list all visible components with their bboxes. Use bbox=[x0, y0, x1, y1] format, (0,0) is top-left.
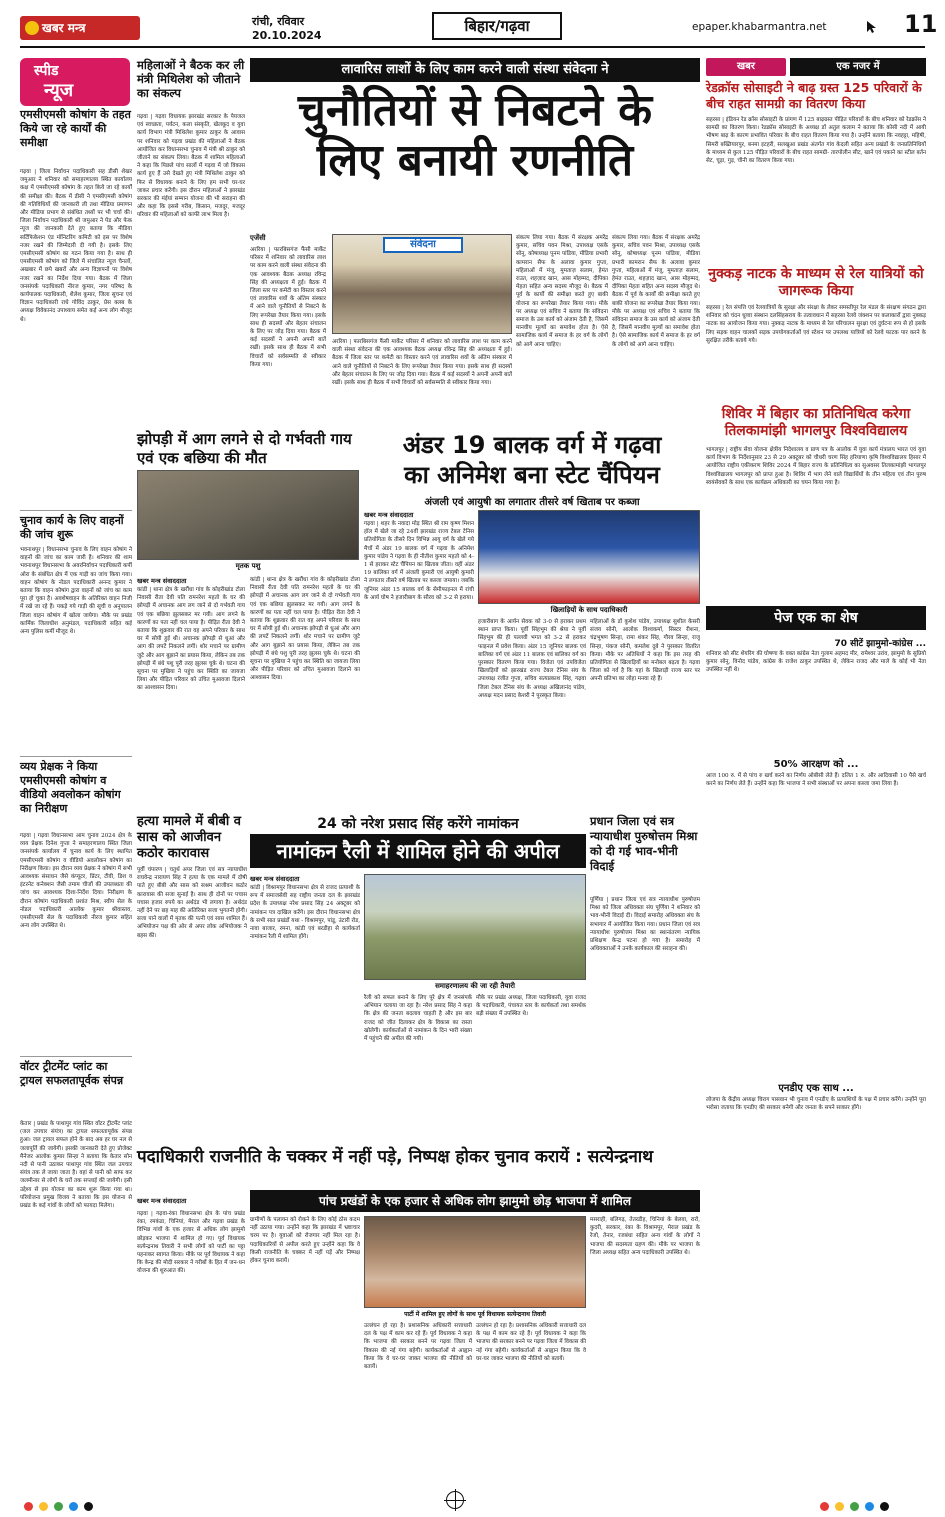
reg-dot bbox=[69, 1502, 78, 1511]
lead-kicker: लावारिस लाशों के लिए काम करने वाली संस्था संवेदना ने bbox=[250, 58, 700, 82]
article-mahila-body: गढ़वा | गढ़वा विधायक झारखंड सरकार के पेयजल एवं स्वच्छता, पर्यटन, कला संस्कृति, खेलकूद व युवा कार्य विभाग मंत्री मिथिलेश कुमार ठाकुर के आवास पर शनिवार को गढ़वा प्रखंड की महिलाओं ने बैठक आयोजित कर विधानसभा चुनाव में मंत्री श्री ठाकुर को जीताने का संकल्प लिया। बैठक में शामिल महिलाओं ने कहा कि पिछले पांच सालों में गढ़वा में जो विकास कार्य हुए हैं उसे देखते हुए मंत्री मिथिलेश ठाकुर को फिर से विधायक बनाने के लिए हम सभी घर-घर जाकर प्रचार करेंगी। इस दौरान महिलाओं ने झारखंड सरकार की मंईयां सम्मान योजना की भी सराहना की और कहा कि इससे गरीब, किसान, मजदूर, मजदूर परिवार की महिलाओं को काफी लाभ मिला है। bbox=[137, 114, 245, 219]
lead-headline-line-1: चुनौतियों से निबटने के bbox=[297, 85, 653, 136]
tt-body-col-1: गढ़वा | शहर के नवादा मोड़ स्थित श्री राम कृष्ण मिशन हॉल में खेले जा रहे 24वीं झारखंड राज्य टेबल टेनिस प्रतियोगिता के तीसरे दिन विभिन्न आयु वर्ग के खेले गये मैचों में अंडर 19 बालक वर्ग में गढ़वा के अनिमेश कुमार पांडेय ने गढ़वा के ही नीतीश कुमार महतो को 4-1 से हराकर स्टेट चैंपियन का खिताब जीता। वहीं अंडर 19 बालिका वर्ग में अंजली कुमारी एवं आयुषी कुमारी ने लगातार तीसरे वर्ष खिताब पर कब्जा जमाया। जबकि जूनियर अंडर 15 बालक वर्ग के सेमीफाइनल में रांची के आर्य घोष ने हजारीबाग के सौरव को 3-2 से हराया। bbox=[364, 521, 474, 601]
brand-logo[interactable] bbox=[20, 16, 140, 40]
divider bbox=[20, 510, 132, 511]
masthead bbox=[20, 10, 938, 48]
divider bbox=[20, 756, 132, 757]
registration-mark-icon bbox=[446, 1491, 464, 1509]
article-mahila-headline: महिलाओं ने बैठक कर ली मंत्री मिथिलेश को जीताने का संकल्प bbox=[137, 58, 245, 100]
court-body: पूर्वी चंपारण | चतुर्थ अपर जिला एवं सत्र न्यायाधीश राघवेन्द्र नारायण सिंह ने हत्या के एक मामले में दोषी पाते हुए बीबी और सास को सश्रम आजीवन कठोर कारावास की सजा सुनाई है। साथ ही दोनों पर पचास पचास हजार रुपये का अर्थदंड भी लगाया है। अर्थदंड नहीं देने पर छह माह की अतिरिक्त सजा भुगतनी होगी। सजा पाने वालों में मृतक की पत्नी एवं सास शामिल हैं। अभियोजन पक्ष की ओर से अपर लोक अभियोजक ने बहस की। bbox=[137, 867, 247, 939]
bottom-headline: पदाधिकारी राजनीति के चक्कर में नहीं पड़े, निष्पक्ष होकर चुनाव करायें : सत्येन्द्रनाथ bbox=[137, 1147, 654, 1167]
tt-caption: खिलाड़ियों के साथ पदाधिकारी bbox=[550, 606, 628, 614]
lead-byline: एजेंसी bbox=[250, 234, 266, 242]
nomination-caption: समाहरणालय की जा रही तैयारी bbox=[435, 982, 515, 990]
reg-dot bbox=[850, 1502, 859, 1511]
shesh-title: पेज एक का शेष bbox=[706, 606, 926, 630]
reg-dot bbox=[39, 1502, 48, 1511]
brand-logo-icon bbox=[25, 21, 39, 35]
tt-body-col-3: महिलाओं के डॉ कुशेश पांडेय, उपाध्यक्ष सुशील केसरी संजय सोनी, आलोक विश्वकर्मा, सिस्टर रीशना, चंद्रभूषण सिन्हा, रामा शंकर सिंह, गौरव सिन्हा, राजू सिन्हा, पंकज सोनी, कमलेश दुबे ने पुरस्कार वितरित किया। मौके पर अतिथियों ने कहा कि इस तरह की प्रतियोगिता से खिलाड़ियों का मनोबल बढ़ता है। गढ़वा जिला को गर्व है कि यहां के खिलाड़ी राज्य स्तर पर अपनी प्रतिभा का लोहा मनवा रहे हैं। bbox=[590, 619, 700, 683]
bottom-body-col-2: ग्रामीणों के पलायन को रोकने के लिए कोई ठोस कदम नहीं उठाया गया। उन्होंने कहा कि झारखंड में भ्रष्टाचार चरम पर है। युवाओं को रोजगार नहीं मिल रहा है। पदाधिकारियों से अपील करते हुए उन्होंने कहा कि वे किसी राजनीति के चक्कर में नहीं पड़ें और निष्पक्ष होकर चुनाव करायें। bbox=[250, 1217, 360, 1265]
shesh-3-body: लोजपा के केंद्रीय अध्यक्ष चिराग पासवान भी चुनाव में एनडीए के प्रत्याशियों के पक्ष में प्रचार करेंगे। उन्होंने पूरा भरोसा जताया कि एनडीए की सरकार बनेगी और जनता के सपने साकार होंगे। bbox=[706, 1097, 926, 1112]
speed-news-1-headline: एमसीएमसी कोषांग के तहत किये जा रहे कार्यों की समीक्षा bbox=[20, 108, 131, 149]
speed-news-badge-top: स्पीड bbox=[34, 63, 59, 79]
tt-photo bbox=[478, 510, 700, 604]
judge-body: पूर्णिया | प्रधान जिला एवं सत्र न्यायाधीश पुरुषोत्तम मिश्रा को जिला अधिवक्ता संघ पूर्णिया ने शनिवार को भाव-भीनी विदाई दी। विदाई समारोह अधिवक्ता संघ के सभागार में आयोजित किया गया। प्रधान जिला एवं सत्र न्यायाधीश पुरुषोत्तम मिश्रा का स्थानांतरण न्यायिक प्रशिक्षण केन्द्र पटना हो गया है। समारोह में अधिवक्ताओं ने उनके कार्यकाल की सराहना की। bbox=[590, 897, 700, 953]
tag-ek-nazar: एक नजर में bbox=[790, 58, 926, 76]
lead-headline-line-2: लिए बनायी रणनीति bbox=[316, 135, 634, 186]
lead-body-col-3: संकल्प लिया गया। बैठक में संरक्षक अमरेंद्र कुमार, सचिव पवन मिश्रा, उपाध्यक्ष एसके सोनू, कोषाध्यक्ष पूनम पांडिया, मीडिया प्रभारी कामरान सैफ के अलावा कुमार गुप्ता, महिलाओं में मंजू, मुमताज़ सलाम, हेमंत राउत, शहज़ाद खान, आस मोहम्मद, दीपिका मेहता सहित अन्य सदस्य मौजूद थे। बैठक में पूर्व के कार्यों की समीक्षा करते हुए बाकी योजना का रूपरेखा तैयार किया गया। मौके पर अध्यक्ष एवं सचिव ने बताया कि संविदना समाज के उस कार्य को अंजाम देती है, जिसमें मानवीय मूल्यों का समावेश होता है। ऐसे सामाजिक कार्य में समाज के हर वर्ग के लोगों को आगे आना चाहिए। bbox=[516, 235, 608, 348]
tt-subhead: अंजली एवं आयुषी का लगातार तीसरे वर्ष खिताब पर कब्जा bbox=[424, 497, 640, 508]
tt-headline-line-2: का अनिमेश बना स्टेट चैंपियन bbox=[404, 461, 660, 489]
tt-headline-line-1: अंडर 19 बालक वर्ग में गढ़वा bbox=[402, 431, 662, 459]
judge-headline: प्रधान जिला एवं सत्र न्यायाधीश पुरुषोत्तम मिश्रा को दी गई भाव-भीनी विदाई bbox=[590, 814, 698, 873]
lead-body-col-2: अररिया | फारबिसगंज फैंसी मार्केट परिसर में शनिवार को लावारिस लाश पर काम करने वाली संस्था संवेदना की एक आवश्यक बैठक अध्यक्ष रविन्द्र सिंह की अध्यक्षता में हुई। बैठक में जिला स्तर पर कमेटी का विस्तार करने एवं लावारिस शवों के अंतिम संस्कार में आने वाले चुनौतियों से निबटने के लिए रूपरेखा तैयार किया गया। इसके साथ ही सदस्यों और बेहतर संचालन के लिए पर जोड़ दिया गया। बैठक में कई सदस्यों ने अपनी अपनी बातें रखीं। इसके साथ ही बैठक में सभी विचारों को सर्वसम्मति से स्वीकार किया गया। bbox=[332, 339, 512, 387]
bottom-caption: पार्टी में शामिल हुए लोगों के साथ पूर्व विधायक सत्येन्द्रनाथ तिवारी bbox=[404, 1311, 546, 1318]
reg-dot bbox=[835, 1502, 844, 1511]
shesh-2-body: आज 100 रु. में से पांच रु खर्च करने का निर्णय ओबीसी लेते हैं। दलित 1 रु. और आदिवासी 10 पैसे खर्च करने का निर्णय लेते हैं। उन्होंने कहा कि भाजपा ने सभी संस्थाओं पर अपना कब्जा जमा लिया है। bbox=[706, 773, 926, 788]
fire-caption: मृतक पशु bbox=[235, 562, 261, 570]
speed-news-3-headline: व्यय प्रेक्षक ने किया एमसीएमसी कोषांग व वीडियो अवलोकन कोषांग का निरीक्षण bbox=[20, 760, 121, 815]
reg-dot bbox=[24, 1502, 33, 1511]
fire-headline: झोपड़ी में आग लगने से दो गर्भवती गाय एवं एक बछिया की मौत bbox=[137, 430, 352, 467]
speed-news-2-body: भवनाथपुर | विधानसभा चुनाव के लिए वाहन कोषांग ने वाहनों की जांच का काम जारी है। शनिवार की शाम भवनाथपुर विधानसभा के अवरनिर्वाचन पदाधिकारी कर्पी ओरा के संबंधित क्षेत्र में एक गाड़ी का जांच किया गया। वाहन कोषांग के नोडल पदाधिकारी अनन्द कुमार ने बताया कि वाहन कोषांग द्वारा वाहनों को जांच का काम पूरा हो चुका है। अवशेषवाहन के अतिरिक्त वाहन निजी में रखे जा रहे हैं। पकड़े गये गाड़ी की सूची व अनुपालन जिला वाहन कोषांग में खोला जायेगा। मौके पर प्रखंड कार्मिक जिलाधीश अनुमंडल, पदाधिकारी सहित कई अन्य पुलिस कर्मी मौजूद थे। bbox=[20, 547, 132, 636]
color-registration-left bbox=[24, 1496, 99, 1515]
nomination-body-col-3: मौके पर प्रखंड अध्यक्ष, जिला पदाधिकारी, युवा राजद के पदाधिकारी, पंचायत स्तर के कार्यकर्ता तथा समर्थक बड़ी संख्या में उपस्थित थे। bbox=[476, 995, 586, 1018]
brand-name: खबर मन्त्र bbox=[42, 21, 86, 35]
lead-body-col-1: अररिया | फारबिसगंज फैंसी मार्केट परिसर में शनिवार को लावारिस लाश पर काम करने वाली संस्था संवेदना की एक आवश्यक बैठक अध्यक्ष रविन्द्र सिंह की अध्यक्षता में हुई। बैठक में जिला स्तर पर कमेटी का विस्तार करने एवं लावारिस शवों के अंतिम संस्कार में आने वाले चुनौतियों से निबटने के लिए रूपरेखा तैयार किया गया। इसके साथ ही सदस्यों और बेहतर संचालन के लिए पर जोड़ दिया गया। बैठक में कई सदस्यों ने अपनी अपनी बातें रखीं। इसके साथ ही बैठक में सभी विचारों को सर्वसम्मति से स्वीकार किया गया। bbox=[250, 247, 326, 368]
section-title: बिहार/गढ़वा bbox=[432, 12, 562, 40]
reg-dot bbox=[880, 1502, 889, 1511]
fire-photo bbox=[137, 470, 359, 560]
tt-byline: खबर मन्त्र संवाददाता bbox=[364, 511, 414, 519]
page-number: 11 bbox=[904, 10, 938, 38]
reg-dot bbox=[865, 1502, 874, 1511]
color-registration-right bbox=[820, 1496, 895, 1515]
header-date: 20.10.2024 bbox=[252, 29, 322, 42]
reg-dot bbox=[820, 1502, 829, 1511]
court-headline: हत्या मामले में बीबी व सास को आजीवन कठोर कारावास bbox=[137, 814, 241, 861]
nomination-body-col-2: रैली को सफल बनाने के लिए पूरे क्षेत्र में जनसंपर्क अभियान चलाया जा रहा है। नरेश प्रसाद सिंह ने कहा कि क्षेत्र की जनता बदलाव चाहती है और इस बार राजद को जीत दिलाकर क्षेत्र के विकास का रास्ता खोलेगी। कार्यकर्ताओं से नामांकन के दिन भारी संख्या में पहुंचने की अपील की गयी। bbox=[364, 995, 472, 1043]
nomination-photo bbox=[364, 874, 586, 980]
bottom-body-col-3: उल्लंघन हो रहा है। प्रशासनिक अधिकारी सत्ताधारी दल के पक्ष में काम कर रहे हैं। पूर्व विधायक ने कहा कि भाजपा की सरकार बनने पर गढ़वा जिला में विकास की नई गंगा बहेगी। कार्यकर्ताओं से आह्वान किया कि वे घर-घर जाकर भाजपा की नीतियों को बतायें। bbox=[364, 1323, 472, 1371]
right-3-headline: शिविर में बिहार का प्रतिनिधित्व करेगा तिलकामांझी भागलपुर विश्वविद्यालय bbox=[721, 406, 911, 439]
shesh-1-body: शनिवार को सीट शेयरिंग की घोषणा के वक्त कांग्रेस नेता गुलाम अहमद मीर, रामेश्वर उरांव, झामुमो के सुप्रियो कुमार सोनू, विनोद पांडेय, कांग्रेस के राजेश ठाकुर उपस्थित थे, लेकिन राजद और माले के कोई भी नेता उपस्थित नहीं थे। bbox=[706, 651, 926, 674]
speed-news-4-body: केतार | प्रखंड के पाथापुर गांव स्थित वॉटर ट्रीटमेंट प्लांट (जल उपचार संयंत्र) का ट्रायल सफलतापूर्वक संपन्न हुआ। जल ट्रायल सफल होने के बाद अब हर घर नल से जलापूर्ति की जायेगी। इसकी जानकारी देते हुए प्रोजेक्ट मैनेजर आलोक कुमार सिन्हा ने बताया कि केतार सोन नदी से पानी उठाकर पाथापुर गांव स्थित जल उपचार संयंत्र तक ले जाया जाता है। वहां से पानी को साफ कर जलमीनार से लोगों के घरों तक सप्लाई की जायेगी। इसी उद्देश्य से इस योजना का काम शुरू किया गया था। परियोजना प्रमुख विजय ने बताया कि इस योजना से प्रखंड के कई गांवों के लोगों को फायदा मिलेगा। bbox=[20, 1121, 132, 1210]
speed-news-2-headline: चुनाव कार्य के लिए वाहनों की जांच शुरू bbox=[20, 514, 124, 541]
speed-news-badge bbox=[20, 58, 130, 106]
epaper-link[interactable]: epaper.khabarmantra.net bbox=[692, 21, 827, 33]
shesh-3-headline: एनडीए एक साथ ... bbox=[778, 1083, 854, 1094]
fire-body-col-1: कांडी | थाना क्षेत्र के खरौंधा गांव के कोइरीखांड टोला निवासी रीता देवी पति रामनरेश महतो के घर की झोपड़ी में अचानक आग लग जाने से दो गर्भवती गाय एवं एक बछिया झुलसकर मर गयी। आग लगने के कारणों का पता नहीं चल पाया है। पीड़ित रीता देवी ने बताया कि शुक्रवार की रात वह अपने परिवार के साथ घर में सोयी हुई थी। अचानक झोपड़ी से धुआं और आग की लपटें निकलने लगीं। शोर मचाने पर ग्रामीण जुटे और आग बुझाने का प्रयास किया, लेकिन तब तक झोपड़ी में बंधे पशु पूरी तरह झुलस चुके थे। घटना की सूचना पर मुखिया ने पहुंच कर स्थिति का जायजा लिया और पीड़ित परिवार को उचित मुआवजा दिलाने का आश्वासन दिया। bbox=[137, 587, 245, 692]
lead-photo bbox=[332, 234, 512, 334]
shesh-1-headline: 70 सीटें झामुमो-कांग्रेस ... bbox=[834, 639, 926, 649]
lead-headline bbox=[250, 86, 700, 186]
right-1-body: सहरसा | इंडियन रेड क्रॉस सोसाइटी के प्रांगण में 125 बाढ़ग्रस्त पीड़ित परिवारों के बीच शनिवार को रेडक्रॉस ने सामग्री का वितरण किया। रेडक्रॉस सोसाइटी के अध्यक्ष डॉ अतुल कलाम ने बताया कि कोसी नदी में आयी भीषण बाढ़ के कारण प्रभावित परिवार के बीच राहत वितरण किया गया है। उन्होंने बताया कि नवहट्टा, महिषी, सिमरी बख्तियारपुर, बनमा इटहरी, सलखुआ प्रखंड अंतर्गत गांव केदली सहित अन्य प्रखंडों के जनप्रतिनिधियों के माध्यम से कुल 125 पीड़ित परिवारों के बीच राहत सामग्री- तारपोलीन सीट, खाने एवं पकाने का स्टील बर्तन सेट, चूड़ा, गुड़, चीनी का वितरण किया गया। bbox=[706, 117, 926, 165]
divider bbox=[20, 1056, 132, 1057]
bottom-photo bbox=[364, 1216, 586, 1308]
nomination-body-col-1: कांडी | विश्रामपुर विधानसभा क्षेत्र से राजद प्रत्याशी के रूप में समाजसेवी सह राष्ट्रीय जनता दल के झारखंड प्रदेश के उपाध्यक्ष नरेश प्रसाद सिंह 24 अक्टूबर को नामांकन पत्र दाखिल करेंगे। इस दौरान विधानसभा क्षेत्र के सभी सात प्रखंडों यथा - विश्रामपुर, पांडू, उंटारी रोड, नावा बाजार, रमना, कांडी एवं बरडीहा से कार्यकर्ता नामांकन रैली में शामिल होंगे। bbox=[250, 885, 360, 941]
fire-byline: खबर मन्त्र संवाददाता bbox=[137, 577, 187, 585]
nomination-byline: खबर मन्त्र संवाददाता bbox=[250, 875, 300, 883]
bottom-byline: खबर मन्त्र संवाददाता bbox=[137, 1197, 187, 1205]
tt-body-col-2: हजारीबाग के आर्यन सेवक को 3-0 से हराकर प्रथम स्थान प्राप्त किया। पूर्वी सिंहभूम की श्रेया ने पूर्वी सिंहभूम की ही पल्लवी भगत को 3-2 से हराकर फाइनल में प्रवेश किया। अंडर 15 जूनियर बालक एवं बालिका वर्ग एवं अंडर 11 बालक एवं बालिका वर्ग का पुरस्कार वितरण किया गया। विजेता एवं उपविजेता खिलाड़ियों को झारखंड राज्य टेबल टेनिस संघ के उपाध्यक्ष रंजीत गुप्ता, सचिव सत्यप्रकाश सिंह, गढ़वा जिला टेबल टेनिस संघ के अध्यक्ष अखिलानंद पांडेय, अध्यक्ष मदन प्रसाद केशरी ने पुरस्कृत किया। bbox=[478, 619, 586, 699]
right-3-body: भागलपुर | राष्ट्रीय सेवा योजना क्षेत्रीय निदेशालय व प्राण पत्र के आलोक में युवा कार्य मंत्रालय भारत एवं युवा कार्य विभाग के निर्देशानुसार 23 से 29 अक्टूबर को चौधरी चरण सिंह हरियाणा कृषि विश्वविद्यालय हिसार में आयोजित राष्ट्रीय एकीकरण शिविर 2024 में बिहार राज्य के प्रतिनिधित्व का सुअवसर तिलकामांझी भागलपुर विश्वविद्यालय भागलपुर को प्राप्त हुआ है। शिविर में भाग लेने वाले विद्यार्थियों के तीन महिला एवं तीन पुरुष स्वयंसेवकों के साथ एक कार्यक्रम अधिकारी का चयन किया गया है। bbox=[706, 447, 926, 486]
shesh-2-headline: 50% आरक्षण को ... bbox=[773, 759, 859, 770]
nomination-headline: नामांकन रैली में शामिल होने की अपील bbox=[250, 834, 586, 868]
speed-news-3-body: गढ़वा | गढ़वा विधानसभा आम चुनाव 2024 क्षेत्र के व्यय प्रेक्षक दिनेश गुप्ता ने समाहरणालय स्थित जिला जनसंपर्क कार्यालय में चुनाव कार्य के लिए स्थापित एमसीएमसी कोषांग व वीडियो अवलोकन कोषांग का निरीक्षण किया। इस दौरान व्यय प्रेक्षक ने कोषांग में सभी आवश्यक संसाधन जैसे कंप्यूटर, प्रिंटर, टीवी, डिश व इंटरनेट कनेक्शन जैसी तमाम चीजों की उपलब्धता की जांच कर आवश्यक दिशा-निर्देश दिया। निरीक्षण के दौरान कोषांग पदाधिकारी प्रशांत मिश्र, स्वीप सेल के नोडल पदाधिकारी आलोक कुमार श्रीवास्तव, एमसीएमसी सेल के पदाधिकारी नीरज कुमार सहित अन्य लोग उपस्थित थे। bbox=[20, 833, 132, 930]
right-2-body: सहरसा | रेल संपत्ति एवं रेलयात्रियों के सुरक्षा और संरक्षा के लेकर समस्तीपुर रेल मंडल के संरक्षण संगठन द्वारा शनिवार को चंदन धुव्वा संस्थान दलसिंहसराय के तत्वावधान में सहरसा रेलवे जंक्शन पर कलाकारों द्वारा नुक्कड़ नाटक का आयोजन किया गया। नुक्कड़ नाटक के माध्यम से रेल परिचालन सुरक्षा एवं दुर्घटना रूप से हो इसके लिए सड़क वाहन चालकों सड़क उपयोगकर्ताओं एवं स्टेशन पर उपलब्ध यात्रियों को रेलवे फाटक पार करने के सुरक्षित तरीके बताये गये। bbox=[706, 305, 926, 344]
tag-khabar: खबर bbox=[706, 58, 786, 76]
pointer-icon bbox=[866, 20, 878, 34]
tt-headline bbox=[364, 430, 700, 490]
right-1-headline: रेडक्रॉस सोसाइटी ने बाढ़ ग्रस्त 125 परिवारों के बीच राहत सामग्री का वितरण किया bbox=[706, 80, 922, 111]
bottom-body-col-5: मसराही, बलिगढ़, तेतरडीह, चिनियां के बेलवा, रारो, कुदरी, सरकार, रंका के विश्रामपुर, मेराल प्रखंड के रेजो, तेनार, रजबंधा सहित अन्य गांवों के लोगों ने भाजपा की सदस्यता ग्रहण की। मौके पर भाजपा के जिला अध्यक्ष सहित अन्य पदाधिकारी उपस्थित थे। bbox=[590, 1217, 700, 1256]
right-tag-bar bbox=[706, 58, 926, 76]
bottom-body-col-1: गढ़वा | गढ़वा-रंका विधानसभा क्षेत्र के पांच प्रखंड रंका, रमकंडा, चिनियां, मेराल और गढ़वा प्रखंड के विभिन्न गांवों के एक हजार से अधिक लोग झामुमो छोड़कर भाजपा में शामिल हो गए। पूर्व विधायक सत्येन्द्रनाथ तिवारी ने सभी लोगों को पार्टी का पट्टा पहनाकर स्वागत किया। मौके पर पूर्व विधायक ने कहा कि केन्द्र की मोदी सरकार ने गरीबों के हित में जन-धन योजना की शुरुआत की। bbox=[137, 1211, 245, 1275]
header-city-day: रांची, रविवार bbox=[252, 15, 305, 28]
bottom-subbanner: पांच प्रखंडों के एक हजार से अधिक लोग झामुमो छोड़ भाजपा में शामिल bbox=[250, 1190, 700, 1212]
photo-banner-text: संवेदना bbox=[383, 237, 463, 253]
right-2-headline: नुक्कड़ नाटक के माध्यम से रेल यात्रियों को जागरूक किया bbox=[708, 266, 924, 299]
speed-news-1-body: गढ़वा | जिला निर्वाचन पदाधिकारी सह डीसी शेखर जमुआर ने शनिवार को समाहरणालय स्थित कार्यालय कक्ष में एमसीएमसी कोषांग के तहत किये जा रहे कार्यों की समीक्षा की। बैठक में डीसी ने एमसीएमसी कोषांग की गतिविधियों की जानकारी ली तथा मीडिया प्रमाणन और मीडिया प्रभाग से संबंधित तथ्यों पर भी चर्चा की। जिला निर्वाचन पदाधिकारी श्री जमुआर ने पेड और फेक न्यूज की जानकारी देते हुए बताया कि मीडिया सर्टिफिकेशन एंड मॉनिटरिंग कमिटी को इस पर विशेष नजर रखने की जिम्मेदारी दी गयी है। इसके लिए एमसीएमसी कोषांग का गठन किया गया है। साथ ही एमसीएमसी कोषांग को जिले में संचालित न्यूज चैनलों, अखबार में छपे खबरों और अन्य विज्ञापनों पर विशेष नजर रखने का निर्देश दिया गया। बैठक में जिला जनसंपर्क पदाधिकारी नीरज कुमार, नगर परिषद के कार्यपालक पदाधिकारी, शैलेश कुमार, जिला सूचना एवं विज्ञान पदाधिकारी राधे गोविंद ठाकुर, प्रेस क्लब के अध्यक्ष विवेकानंद उपाध्याय समेत कई अन्य लोग मौजूद थे। bbox=[20, 169, 132, 323]
lead-body-col-4: संकल्प लिया गया। बैठक में संरक्षक अमरेंद्र कुमार, सचिव पवन मिश्रा, उपाध्यक्ष एसके सोनू, कोषाध्यक्ष पूनम पांडिया, मीडिया प्रभारी कामरान सैफ के अलावा कुमार गुप्ता, महिलाओं में मंजू, मुमताज़ सलाम, हेमंत राउत, शहज़ाद खान, आस मोहम्मद, दीपिका मेहता सहित अन्य सदस्य मौजूद थे। बैठक में पूर्व के कार्यों की समीक्षा करते हुए बाकी योजना का रूपरेखा तैयार किया गया। मौके पर अध्यक्ष एवं सचिव ने बताया कि संविदना समाज के उस कार्य को अंजाम देती है, जिसमें मानवीय मूल्यों का समावेश होता है। ऐसे सामाजिक कार्य में समाज के हर वर्ग के लोगों को आगे आना चाहिए। bbox=[612, 235, 700, 348]
bottom-body-col-4: उल्लंघन हो रहा है। प्रशासनिक अधिकारी सत्ताधारी दल के पक्ष में काम कर रहे हैं। पूर्व विधायक ने कहा कि भाजपा की सरकार बनने पर गढ़वा जिला में विकास की नई गंगा बहेगी। कार्यकर्ताओं से आह्वान किया कि वे घर-घर जाकर भाजपा की नीतियों को बतायें। bbox=[476, 1323, 586, 1362]
fire-body-col-2: कांडी | थाना क्षेत्र के खरौंधा गांव के कोइरीखांड टोला निवासी रीता देवी पति रामनरेश महतो के घर की झोपड़ी में अचानक आग लग जाने से दो गर्भवती गाय एवं एक बछिया झुलसकर मर गयी। आग लगने के कारणों का पता नहीं चल पाया है। पीड़ित रीता देवी ने बताया कि शुक्रवार की रात वह अपने परिवार के साथ घर में सोयी हुई थी। अचानक झोपड़ी से धुआं और आग की लपटें निकलने लगीं। शोर मचाने पर ग्रामीण जुटे और आग बुझाने का प्रयास किया, लेकिन तब तक झोपड़ी में बंधे पशु पूरी तरह झुलस चुके थे। घटना की सूचना पर मुखिया ने पहुंच कर स्थिति का जायजा लिया और पीड़ित परिवार को उचित मुआवजा दिलाने का आश्वासन दिया। bbox=[250, 577, 360, 682]
speed-news-badge-bottom: न्यूज bbox=[44, 80, 74, 101]
speed-news-4-headline: वॉटर ट्रीटमेंट प्लांट का ट्रायल सफलतापूर्वक संपन्न bbox=[20, 1060, 124, 1087]
reg-dot bbox=[54, 1502, 63, 1511]
reg-dot bbox=[84, 1502, 93, 1511]
nomination-kicker: 24 को नरेश प्रसाद सिंह करेंगे नामांकन bbox=[317, 816, 519, 832]
